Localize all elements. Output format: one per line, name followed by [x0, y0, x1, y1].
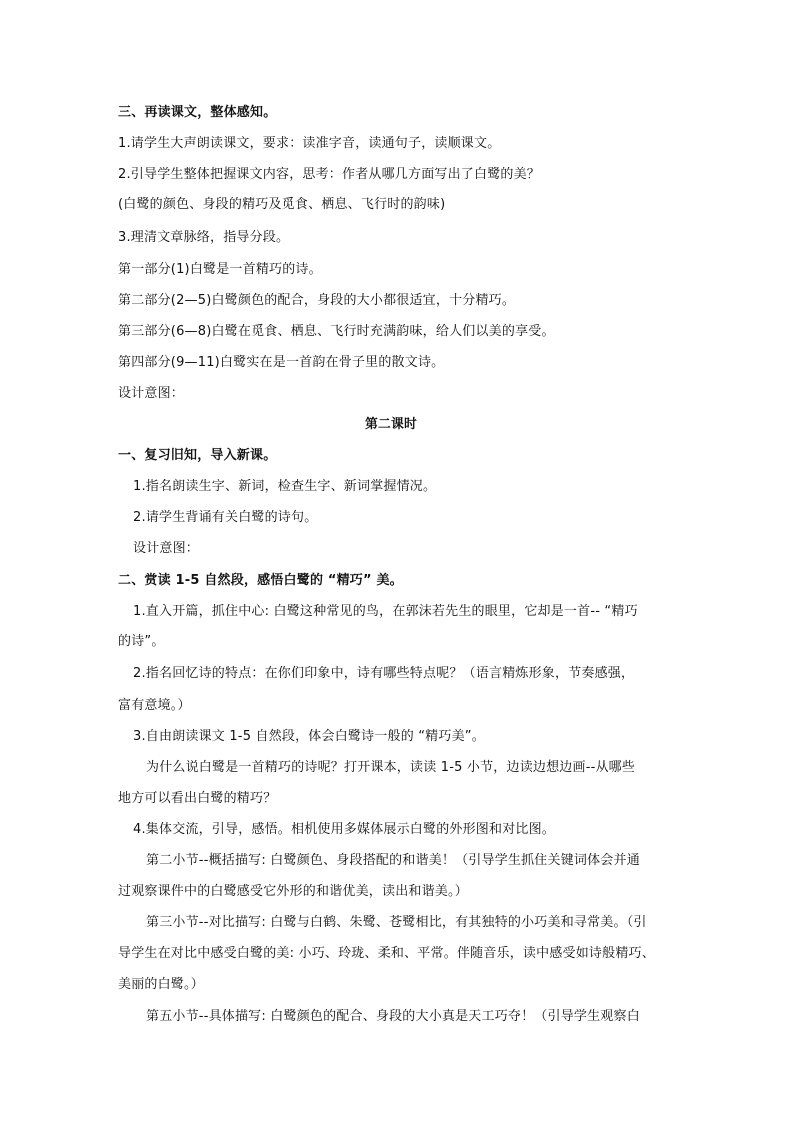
paragraph-line: 地方可以看出白鹭的精巧？ — [118, 791, 277, 806]
section-heading-appreciate: 二、赏读 1-5 自然段，感悟白鹭的 “精巧” 美。 — [118, 573, 403, 588]
paragraph-line: 第四部分(9—11)白鹭实在是一首韵在骨子里的散文诗。 — [118, 355, 445, 370]
section-heading-review: 一、复习旧知，导入新课。 — [118, 448, 277, 463]
paragraph-line: 第一部分(1)白鹭是一首精巧的诗。 — [118, 262, 322, 277]
paragraph-line: (白鹭的颜色、身段的精巧及觅食、栖息、飞行时的韵味) — [118, 197, 446, 212]
paragraph-line: 第二小节--概括描写: 白鹭颜色、身段搭配的和谐美！（引导学生抓住关键词体会并通 — [146, 853, 640, 868]
paragraph-line: 1.指名朗读生字、新词，检查生字、新词掌握情况。 — [133, 479, 437, 494]
paragraph-line: 过观察课件中的白鹭感受它外形的和谐优美，读出和谐美。） — [118, 884, 468, 899]
paragraph-line: 2.请学生背诵有关白鹭的诗句。 — [133, 510, 318, 525]
paragraph-line: 1.请学生大声朗读课文，要求：读准字音，读通句子，读顺课文。 — [118, 136, 501, 151]
paragraph-line: 第五小节--具体描写: 白鹭颜色的配合、身段的大小真是天工巧夺！（引导学生观察白 — [146, 1009, 640, 1024]
paragraph-line: 3.自由朗读课文 1-5 自然段，体会白鹭诗一般的 “精巧美”。 — [133, 729, 485, 744]
paragraph-line: 2.指名回忆诗的特点：在你们印象中，诗有哪些特点呢？（语言精炼形象，节奏感强， — [133, 666, 635, 681]
paragraph-line: 导学生在对比中感受白鹭的美: 小巧、玲珑、柔和、平常。伴随音乐，读中感受如诗般精巧、 — [118, 946, 655, 961]
paragraph-line: 第三小节--对比描写: 白鹭与白鹤、朱鹭、苍鹭相比，有其独特的小巧美和寻常美。（引 — [146, 915, 647, 930]
paragraph-line: 1.直入开篇，抓住中心: 白鹭这种常见的鸟，在郭沫若先生的眼里，它却是一首-- “精巧 — [133, 604, 638, 619]
paragraph-line: 富有意境。） — [118, 698, 191, 713]
lesson-title: 第二课时 — [365, 417, 418, 432]
paragraph-line: 设计意图： — [118, 386, 185, 401]
paragraph-line: 设计意图： — [133, 541, 200, 556]
paragraph-line: 第三部分(6—8)白鹭在觅食、栖息、飞行时充满韵味，给人们以美的享受。 — [118, 324, 555, 339]
paragraph-line: 2.引导学生整体把握课文内容，思考：作者从哪几方面写出了白鹭的美？ — [118, 167, 541, 182]
paragraph-line: 4.集体交流，引导，感悟。相机使用多媒体展示白鹭的外形图和对比图。 — [133, 822, 556, 837]
paragraph-line: 为什么说白鹭是一首精巧的诗呢？打开课本，读读 1-5 小节，边读边想边画--从哪些 — [146, 760, 636, 775]
paragraph-line: 第二部分(2—5)白鹭颜色的配合，身段的大小都很适宜，十分精巧。 — [118, 293, 516, 308]
paragraph-line: 3.理清文章脉络，指导分段。 — [118, 230, 290, 245]
paragraph-line: 美丽的白鹭。） — [118, 977, 204, 992]
paragraph-line: 的诗”。 — [118, 634, 165, 649]
section-heading-reread: 三、再读课文，整体感知。 — [118, 105, 277, 120]
